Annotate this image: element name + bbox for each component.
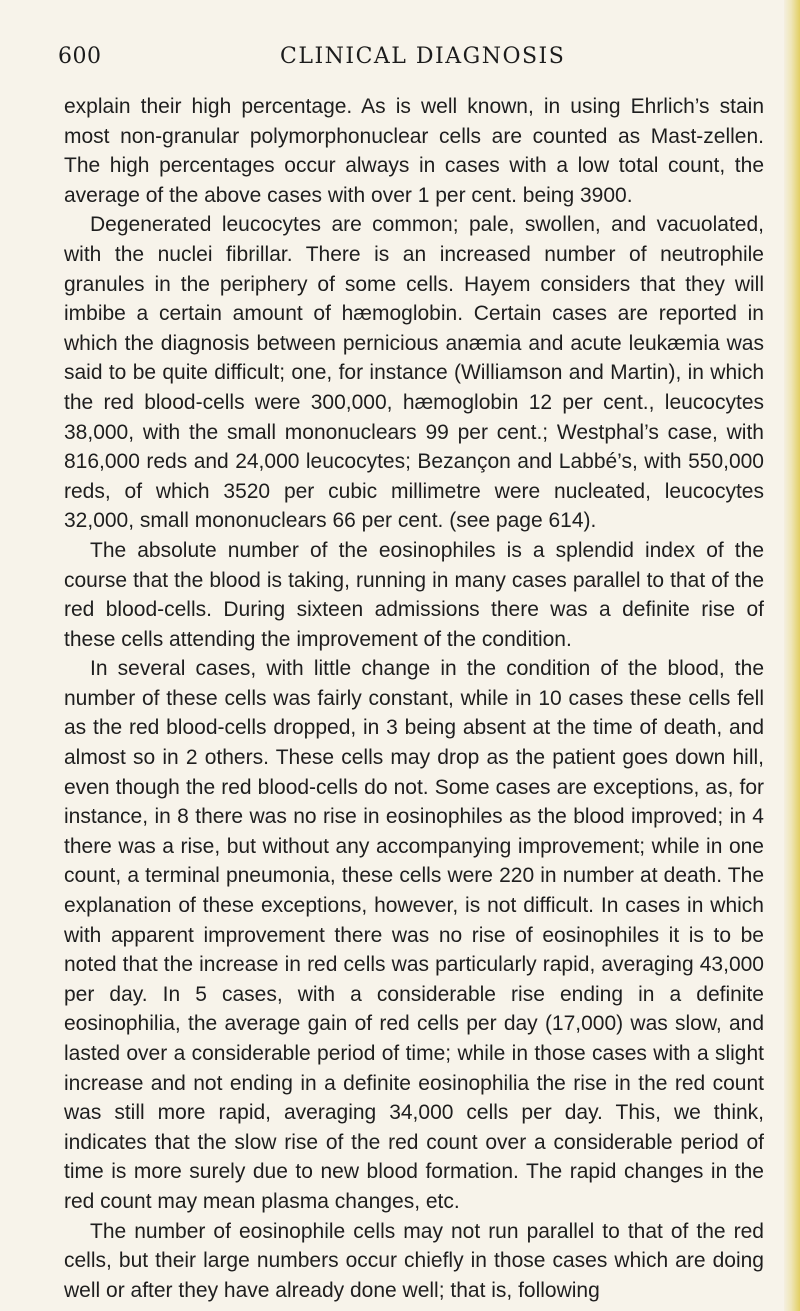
paragraph: In several cases, with little change in the condition of the blood, the number of these cells was fairly constant, while in 10 cases these cells fell as the red blood-cells dropped, in 3 being absent at the time of death, and almost so in 2 others. These cells may drop as the patient goes down hill, even though the red blood-cells do not. Some cases are exceptions, as, for instance, in 8 there was no rise in eosinophiles as the blood improved; in 4 there was a rise, but without any accompanying improvement; while in one count, a terminal pneumonia, these cells were 220 in number at death. The explanation of these exceptions, however, is not difficult. In cases in which with apparent improvement there was no rise of eosinophiles it is to be noted that the increase in red cells was particularly rapid, averaging 43,000 per day. In 5 cases, with a considerable rise ending in a definite eosinophilia, the average gain of red cells per day (17,000) was slow, and lasted over a considerable period of time; while in those cases with a slight increase and not ending in a definite eosinophilia the rise in the red count was still more rapid, averaging 34,000 cells per day. This, we think, indicates that the slow rise of the red count over a considerable period of time is more surely due to new blood formation. The rapid changes in the red count may mean plasma changes, etc. [64,657,764,1213]
page-number: 600 [58,44,102,69]
page-edge [784,0,800,1311]
paragraph: The number of eosinophile cells may not run parallel to that of the red cells, but their large numbers occur chiefly in those cases which are doing well or after they have already done well; that is, following [64,1219,764,1302]
running-head: CLINICAL DIAGNOSIS [280,44,566,69]
body-text [64,92,764,1305]
paragraph: The absolute number of the eosinophiles is a splendid index of the course that the blood is taking, running in many cases parallel to that of the red blood-cells. During sixteen admissions there was a definite rise of these cells attending the improvement of the condition. [64,538,764,651]
paragraph: Degenerated leucocytes are common; pale, swollen, and vacuolated, with the nuclei fibrillar. There is an increased number of neutrophile granules in the periphery of some cells. Hayem considers that they will imbibe a certain amount of hæmoglobin. Certain cases are reported in which the diagnosis between pernicious anæmia and acute leukæmia was said to be quite difficult; one, for instance (Williamson and Martin), in which the red blood-cells were 300,000, hæmoglobin 12 per cent., leucocytes 38,000, with the small mononuclears 99 per cent.; Westphal’s case, with 816,000 reds and 24,000 leucocytes; Bezançon and Labbé’s, with 550,000 reds, of which 3520 per cubic millimetre were nucleated, leucocytes 32,000, small mononuclears 66 per cent. (see page 614). [64,213,764,533]
page-header [58,44,758,80]
paragraph: explain their high percentage. As is well known, in using Ehrlich’s stain most non-granular polymorphonuclear cells are counted as Mast-zellen. The high percentages occur always in cases with a low total count, the average of the above cases with over 1 per cent. being 3900. [64,95,764,207]
